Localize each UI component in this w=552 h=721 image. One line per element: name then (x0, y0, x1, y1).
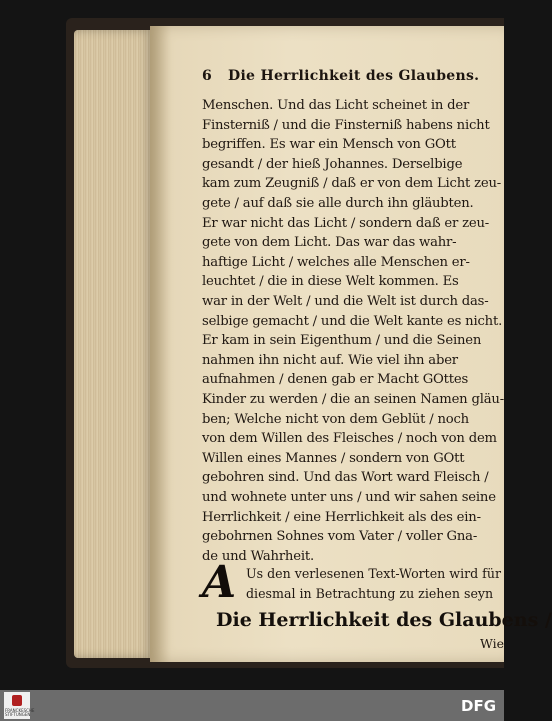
text-line: Er war nicht das Licht / sondern daß er zeu- (202, 215, 490, 231)
drop-initial: A (202, 557, 237, 608)
intro-line-2: diesmal in Betrachtung zu ziehen seyn (246, 586, 494, 601)
catchword: Wie (479, 636, 504, 651)
text-line: de und Wahrheit. (202, 548, 314, 564)
dfg-logo[interactable]: DFG (461, 697, 497, 715)
text-line: Willen eines Mannes / sondern von GOtt (202, 450, 465, 466)
page-number: 6 (202, 68, 212, 84)
text-line: haftige Licht / welches alle Menschen er- (202, 254, 470, 270)
running-head (202, 66, 502, 90)
text-line: ben; Welche nicht von dem Geblüt / noch (202, 411, 469, 427)
text-line: Er kam in sein Eigenthum / und die Seinen (202, 333, 482, 349)
text-line: Menschen. Und das Licht scheinet in der (202, 98, 470, 113)
book-page (150, 26, 552, 662)
francke-logo[interactable] (4, 692, 35, 719)
text-line: gesandt / der hieß Johannes. Derselbige (202, 156, 463, 172)
intro-line-1: Us den verlesenen Text-Worten wird für (246, 566, 501, 581)
text-line: nahmen ihn nicht auf. Wie viel ihn aber (202, 352, 458, 368)
viewer-footer (0, 690, 504, 721)
text-line: aufnahmen / denen gab er Macht GOttes (202, 372, 469, 388)
text-line: war in der Welt / und die Welt ist durch das- (202, 294, 489, 309)
text-line: Herrlichkeit / eine Herrlichkeit als des ein- (202, 509, 481, 525)
text-line: leuchtet / die in diese Welt kommen. Es (202, 274, 459, 290)
text-line: und wohnete unter uns / und wir sahen seine (202, 490, 496, 505)
theme-title: Die Herrlichkeit des Glaubens / (216, 609, 552, 631)
text-line: gete / auf daß sie alle durch ihn gläubten. (202, 196, 474, 211)
text-line: begriffen. Es war ein Mensch von GOtt (202, 137, 456, 153)
francke-logo-text: FRANCKESCHE STIFTUNGEN (5, 708, 35, 717)
text-line: kam zum Zeugniß / daß er von dem Licht zeu- (202, 176, 502, 192)
text-line: gete von dem Licht. Das war das wahr- (202, 235, 457, 251)
text-line: Finsterniß / und die Finsterniß habens nicht (202, 117, 490, 133)
page-edges (74, 30, 154, 658)
francke-logo-mark (12, 695, 22, 706)
text-line: gebohrnen Sohnes vom Vater / voller Gna- (202, 529, 478, 545)
text-line: selbige gemacht / und die Welt kante es nicht. (202, 313, 503, 329)
text-line: Kinder zu werden / die an seinen Namen gläu- (202, 392, 504, 407)
running-title: Die Herrlichkeit des Glaubens. (228, 68, 480, 84)
text-line: von dem Willen des Fleisches / noch von dem (202, 431, 497, 447)
text-line: gebohren sind. Und das Wort ward Fleisch / (202, 470, 489, 486)
